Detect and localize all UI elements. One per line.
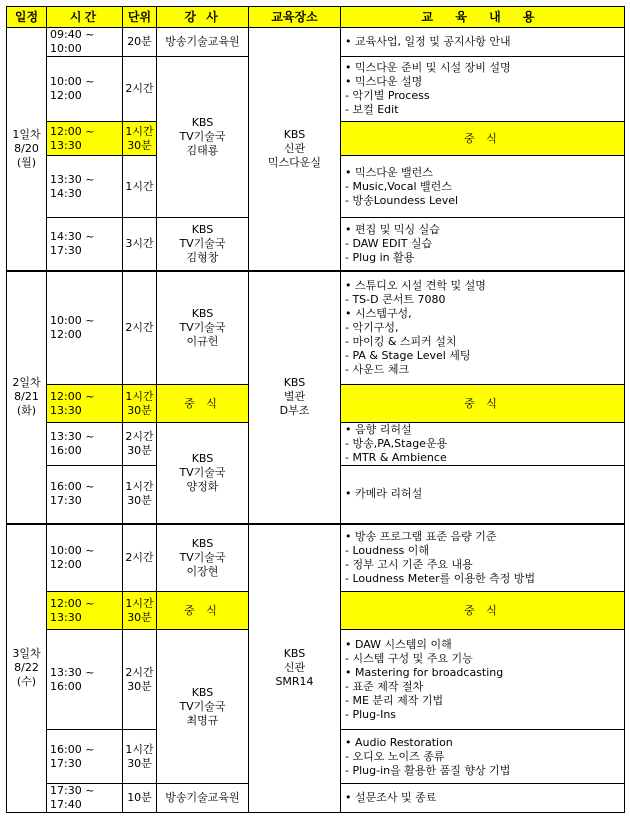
instructor-cell: KBS TV기술국 이규헌 bbox=[157, 271, 249, 385]
table-row bbox=[7, 28, 625, 57]
place-cell: KBS 신관 SMR14 bbox=[249, 524, 341, 813]
lunch-instructor-cell: 중 식 bbox=[157, 592, 249, 630]
unit-cell: 1시간 30분 bbox=[123, 122, 157, 156]
time-cell: 12:00 ~ 13:30 bbox=[47, 122, 123, 156]
instructor-cell: KBS TV기술국 양정화 bbox=[157, 423, 249, 524]
unit-cell: 20분 bbox=[123, 28, 157, 57]
content-cell: • Audio Restoration - 오디오 노이즈 종류 - Plug-in을 활용한 품질 향상 기법 bbox=[341, 730, 625, 784]
unit-cell: 1시간 30분 bbox=[123, 385, 157, 423]
time-cell: 10:00 ~ 12:00 bbox=[47, 271, 123, 385]
content-cell: • 편집 및 믹싱 실습 - DAW EDIT 실습 - Plug in 활용 bbox=[341, 218, 625, 271]
unit-cell: 2시간 bbox=[123, 57, 157, 122]
time-cell: 14:30 ~ 17:30 bbox=[47, 218, 123, 271]
content-cell: • 교육사업, 일정 및 공지사항 안내 bbox=[341, 28, 625, 57]
time-cell: 17:30 ~ 17:40 bbox=[47, 784, 123, 813]
time-cell: 13:30 ~ 14:30 bbox=[47, 156, 123, 218]
time-cell: 13:30 ~ 16:00 bbox=[47, 630, 123, 730]
header-instructor: 강 사 bbox=[157, 7, 249, 28]
schedule-table bbox=[6, 6, 625, 813]
instructor-cell: KBS TV기술국 김태룡 bbox=[157, 57, 249, 218]
header-row bbox=[7, 7, 625, 28]
table-row bbox=[7, 271, 625, 385]
header-day: 일정 bbox=[7, 7, 47, 28]
content-cell: • DAW 시스템의 이해 - 시스템 구성 및 주요 기능 • Mastering for broadcasting - 표준 제작 절차 - ME 분리 제작 기법 - Plug-Ins bbox=[341, 630, 625, 730]
unit-cell: 1시간 30분 bbox=[123, 730, 157, 784]
instructor-cell: KBS TV기술국 이장현 bbox=[157, 524, 249, 592]
time-cell: 13:30 ~ 16:00 bbox=[47, 423, 123, 466]
unit-cell: 2시간 bbox=[123, 524, 157, 592]
content-cell: • 방송 프로그램 표준 음량 기준 - Loudness 이해 - 정부 고시 기준 주요 내용 - Loudness Meter를 이용한 측정 방법 bbox=[341, 524, 625, 592]
time-cell: 16:00 ~ 17:30 bbox=[47, 466, 123, 524]
instructor-cell: KBS TV기술국 최명규 bbox=[157, 630, 249, 784]
unit-cell: 2시간 30분 bbox=[123, 630, 157, 730]
day-label: 3일차 8/22 (수) bbox=[7, 524, 47, 813]
content-cell: • 카메라 리허설 bbox=[341, 466, 625, 524]
time-cell: 12:00 ~ 13:30 bbox=[47, 592, 123, 630]
lunch-instructor-cell: 중 식 bbox=[157, 385, 249, 423]
time-cell: 12:00 ~ 13:30 bbox=[47, 385, 123, 423]
content-cell: • 믹스다운 준비 및 시설 장비 설명 • 믹스다운 설명 - 악기별 Process - 보컬 Edit bbox=[341, 57, 625, 122]
day-label: 2일차 8/21 (화) bbox=[7, 271, 47, 524]
unit-cell: 2시간 30분 bbox=[123, 423, 157, 466]
content-cell: • 음향 리허설 - 방송,PA,Stage운용 - MTR & Ambience bbox=[341, 423, 625, 466]
lunch-cell: 중 식 bbox=[341, 592, 625, 630]
instructor-cell: 방송기술교육원 bbox=[157, 784, 249, 813]
content-cell: • 스튜디오 시설 견학 및 설명 - TS-D 콘서트 7080 • 시스템구성, - 악기구성, - 마이킹 & 스피커 설치 - PA & Stage Level 세팅 - 사운드 체크 bbox=[341, 271, 625, 385]
time-cell: 09:40 ~ 10:00 bbox=[47, 28, 123, 57]
content-cell: • 믹스다운 밸런스 - Music,Vocal 밸런스 - 방송Loundess Level bbox=[341, 156, 625, 218]
table-row bbox=[7, 524, 625, 592]
day-label: 1일차 8/20 (월) bbox=[7, 28, 47, 271]
time-cell: 10:00 ~ 12:00 bbox=[47, 524, 123, 592]
place-cell: KBS 별관 D부조 bbox=[249, 271, 341, 524]
content-cell: • 설문조사 및 종료 bbox=[341, 784, 625, 813]
header-unit: 단위 bbox=[123, 7, 157, 28]
place-cell: KBS 신관 믹스다운실 bbox=[249, 28, 341, 271]
header-time: 시간 bbox=[47, 7, 123, 28]
unit-cell: 1시간 bbox=[123, 156, 157, 218]
header-place: 교육장소 bbox=[249, 7, 341, 28]
unit-cell: 1시간 30분 bbox=[123, 592, 157, 630]
time-cell: 10:00 ~ 12:00 bbox=[47, 57, 123, 122]
time-cell: 16:00 ~ 17:30 bbox=[47, 730, 123, 784]
unit-cell: 2시간 bbox=[123, 271, 157, 385]
instructor-cell: 방송기술교육원 bbox=[157, 28, 249, 57]
lunch-cell: 중 식 bbox=[341, 122, 625, 156]
unit-cell: 1시간 30분 bbox=[123, 466, 157, 524]
unit-cell: 3시간 bbox=[123, 218, 157, 271]
instructor-cell: KBS TV기술국 김형창 bbox=[157, 218, 249, 271]
lunch-cell: 중 식 bbox=[341, 385, 625, 423]
unit-cell: 10분 bbox=[123, 784, 157, 813]
header-content: 교 육 내 용 bbox=[341, 7, 625, 28]
